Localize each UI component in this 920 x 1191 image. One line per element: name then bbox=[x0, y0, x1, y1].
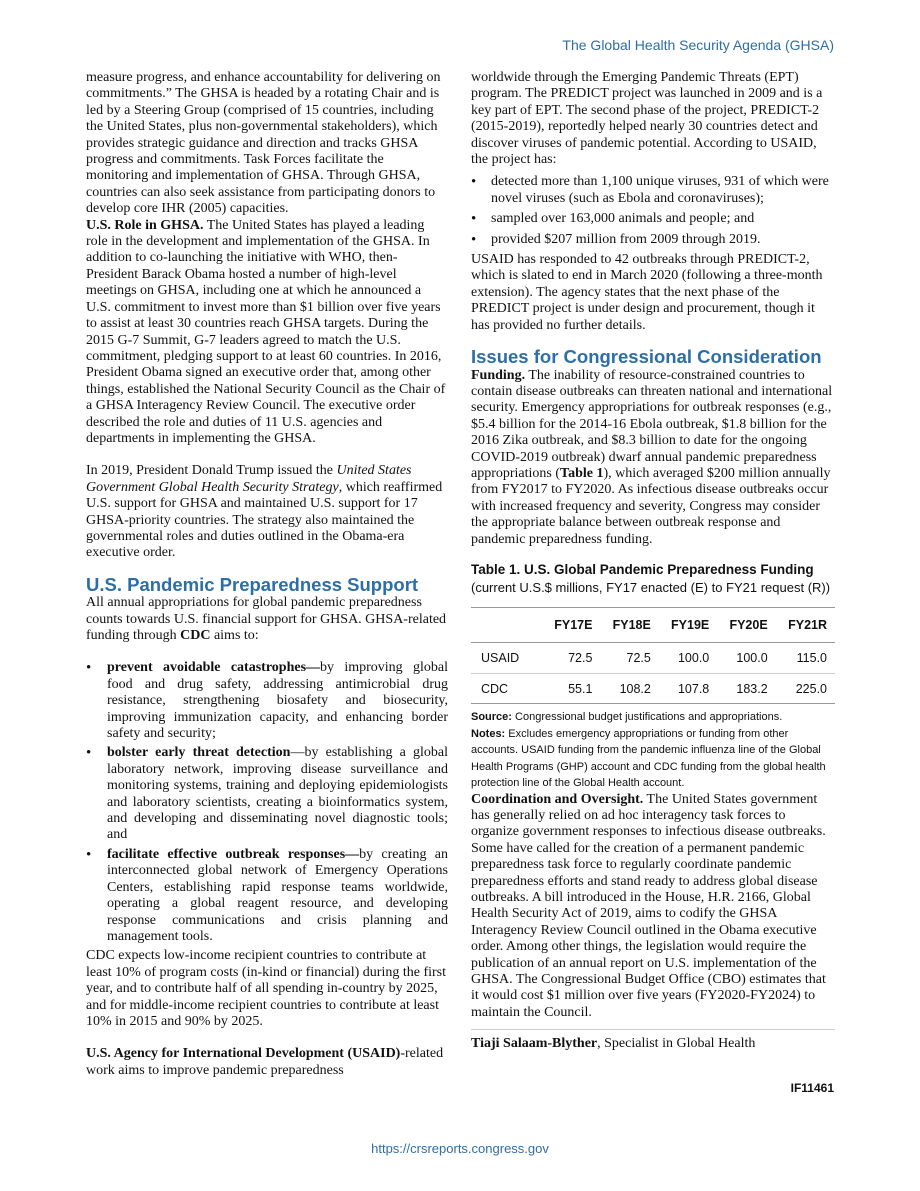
bullet-text: by improving global food and drug safety, addressing antimicrobial drug resistance, strengthening biosafety and biosecurity, improving immunization capacity, and enhancing border safety and security; bbox=[107, 660, 449, 742]
table-reference: Table 1 bbox=[560, 465, 604, 481]
row-label: USAID bbox=[481, 651, 520, 666]
source-label: Source: bbox=[471, 711, 512, 723]
paragraph-usaid-outbreaks: USAID has responded to 42 outbreaks through PREDICT-2, which is slated to end in March 2020 (following a three-month extension). The agency states that the next phase of the PREDICT project is under design and procurement, though it has provided no further details. bbox=[471, 252, 823, 333]
cdc-label: CDC bbox=[180, 628, 211, 643]
table-header-row bbox=[471, 607, 835, 642]
table-cell: 100.0 bbox=[677, 651, 710, 666]
list-item: • provided $207 million from 2009 through 2019. bbox=[471, 232, 835, 248]
paragraph-cdc-intro bbox=[86, 595, 448, 644]
column-header: FY17E bbox=[554, 617, 593, 632]
paragraph-predict: worldwide through the Emerging Pandemic Threats (EPT) program. The PREDICT project was launched in 2009 and is a key part of EPT. The second phase of the project, PREDICT-2 (2015-2019), reportedly helped nearly 30 countries detect and discover viruses of pandemic potential. According to USAID, the project has: bbox=[471, 70, 823, 168]
column-header bbox=[471, 607, 542, 642]
predict-results-list bbox=[471, 174, 835, 248]
paragraph-ghsa-structure: measure progress, and enhance accountability for delivering on commitments.” The GHSA is headed by a rotating Chair and is led by a Steering Group (comprised of 15 countries, including the United States, plus non-governmental stakeholders), which provides strategic guidance and direction and tracks GHSA progress and commitments. Task Forces facilitate the monitoring and implementation of GHSA. Through GHSA, countries can also seek assistance from participating donors to develop core IHR (2005) capacities. bbox=[86, 70, 441, 217]
paragraph-text: All annual appropriations for global pandemic preparedness counts towards U.S. financial support for GHSA. GHSA-related funding through bbox=[86, 595, 447, 643]
table-title: Table 1. U.S. Global Pandemic Preparedness Funding bbox=[471, 561, 814, 577]
paragraph-text: The inability of resource-constrained countries to contain disease outbreaks can threaten national and international security. Emergency appropriations for outbreak responses (e.g., $5.4 billion for the 2014-16 Ebola outbreak, $1.8 billion for the 2016 Zika outbreak, and $8.3 billion to date for the ongoing COVID-2019 outbreak) dwarf annual pandemic preparedness appropriations ( bbox=[471, 367, 833, 481]
paragraph-text: ), which averaged $200 million annually from FY2017 to FY2020. As infectious disease outbreaks occur with increased frequency and severity, Congress may consider the appropriate balance between outbreak response and pandemic preparedness funding. bbox=[471, 465, 831, 547]
table-cell: 183.2 bbox=[736, 681, 768, 696]
table-source-notes bbox=[471, 709, 835, 792]
table-subtitle: (current U.S.$ millions, FY17 enacted (E) to FY21 request (R)) bbox=[471, 580, 831, 596]
paragraph-text: -related work aims to improve pandemic preparedness bbox=[86, 1046, 444, 1078]
list-item bbox=[86, 745, 448, 843]
row-label: CDC bbox=[481, 681, 509, 696]
document-number: IF11461 bbox=[790, 1081, 834, 1095]
table-row bbox=[471, 643, 835, 673]
table-cell: 72.5 bbox=[626, 651, 651, 666]
cdc-aims-list bbox=[86, 660, 448, 945]
bullet-lead: facilitate effective outbreak responses— bbox=[107, 846, 360, 862]
author-name: Tiaji Salaam-Blyther bbox=[471, 1036, 598, 1052]
paragraph-trump-strategy bbox=[86, 463, 448, 561]
paragraph-funding bbox=[471, 368, 835, 548]
table-cell: 108.2 bbox=[619, 681, 651, 696]
right-column bbox=[471, 70, 835, 1053]
run-in-heading-usaid: U.S. Agency for International Development (USAID) bbox=[86, 1046, 401, 1062]
run-in-heading-funding: Funding. bbox=[471, 367, 526, 383]
table-cell: 107.8 bbox=[677, 681, 710, 696]
bullet-text: —by establishing a global laboratory network, improving disease surveillance and monitoring systems, training and deploying epidemiologists and laboratory scientists, creating a bioinformatics system, and developing and disseminating novel diagnostic tools; and bbox=[107, 745, 448, 843]
run-in-heading-coordination: Coordination and Oversight. bbox=[471, 791, 644, 807]
paragraph-text: In 2019, President Donald Trump issued the bbox=[86, 463, 337, 479]
list-item: • detected more than 1,100 unique viruses, 931 of which were novel viruses (such as Ebola and coronaviruses); bbox=[471, 174, 835, 207]
left-column bbox=[86, 70, 448, 1079]
paragraph-text: , which reaffirmed U.S. support for GHSA and maintained U.S. support for 17 GHSA-priority countries. The strategy also maintained the governmental roles and duties outlined in the Obama-era executive order. bbox=[86, 479, 443, 561]
column-header: FY20E bbox=[729, 617, 768, 632]
paragraph-cdc-contributions: CDC expects low-income recipient countries to contribute at least 10% of program costs (in-kind or financial) during the first year, and to contribute half of all spending in-country by 2025, and for middle-income recipient countries to contribute at least 10% in 2015 and 90% by 2025. bbox=[86, 948, 447, 1029]
author-title: , Specialist in Global Health bbox=[597, 1036, 756, 1052]
funding-table bbox=[471, 607, 835, 704]
paragraph-coordination bbox=[471, 792, 835, 1022]
source-text: Congressional budget justifications and appropriations. bbox=[511, 711, 783, 723]
table-row bbox=[471, 673, 835, 703]
strategy-title: United States Government Global Health Security Strategy bbox=[86, 463, 412, 495]
section-heading-congressional-issues: Issues for Congressional Consideration bbox=[471, 346, 822, 368]
list-item: • sampled over 163,000 animals and people; and bbox=[471, 211, 835, 227]
table-cell: 115.0 bbox=[796, 651, 827, 666]
column-header: FY18E bbox=[612, 617, 651, 632]
notes-text: Excludes emergency appropriations or funding from other accounts. USAID funding from the pandemic influenza line of the Global Health Programs (GHP) account and CDC funding from the global health protection line of the Global Health account. bbox=[471, 727, 826, 789]
bullet-text: by creating an interconnected global network of Emergency Operations Centers, establishing rapid response teams worldwide, operating a global reagent resource, and developing response communications and crisis planning and management tools. bbox=[107, 846, 448, 944]
table-cell: 225.0 bbox=[795, 681, 827, 696]
table-cell: 100.0 bbox=[736, 651, 768, 666]
section-heading-pandemic-support: U.S. Pandemic Preparedness Support bbox=[86, 573, 419, 595]
list-item bbox=[86, 660, 448, 742]
author-line bbox=[471, 1029, 835, 1052]
notes-label: Notes: bbox=[471, 727, 506, 740]
bullet-lead: bolster early threat detection bbox=[107, 745, 291, 761]
column-header: FY19E bbox=[671, 617, 710, 632]
table-cell: 55.1 bbox=[568, 681, 593, 696]
run-in-heading-us-role: U.S. Role in GHSA. bbox=[86, 217, 204, 233]
paragraph-text: The United States has played a leading role in the development and implementation of the GHSA. In addition to co-launching the initiative with WHO, then-President Barack Obama hosted a number of high-level meetings on GHSA, including one at which he announced a U.S. commitment to invest more than $1 billion over five years to assist at least 30 countries reach GHSA targets. During the 2015 G-7 Summit, G-7 leaders agreed to match the U.S. commitment, pledging support to at least 60 countries. In 2016, President Obama signed an executive order that, among other things, established the National Security Council as the Chair of a GHSA Interagency Review Council. The executive order described the role and duties of 11 U.S. agencies and departments in implementing the GHSA. bbox=[86, 217, 446, 446]
table-cell: 72.5 bbox=[568, 651, 593, 666]
paragraph-us-role bbox=[86, 218, 448, 448]
bullet-lead: prevent avoidable catastrophes— bbox=[107, 660, 321, 676]
column-header: FY21R bbox=[788, 617, 827, 632]
running-header: The Global Health Security Agenda (GHSA) bbox=[562, 37, 834, 53]
paragraph-text: aims to: bbox=[210, 628, 259, 643]
footer-url-link[interactable]: https://crsreports.congress.gov bbox=[371, 1141, 549, 1156]
paragraph-usaid bbox=[86, 1046, 448, 1079]
list-item bbox=[86, 847, 448, 945]
paragraph-text: The United States government has generally relied on ad hoc interagency task forces to organize government responses to infectious disease outbreaks. Some have called for the creation of a permanent pandemic preparedness task force to regularly coordinate pandemic preparedness efforts and stand ready to address global disease outbreaks. A bill introduced in the House, H.R. 2166, Global Health Security Act of 2019, aims to codify the GHSA Interagency Review Council outlined in the Obama executive order. Among other things, the legislation would require the publication of an annual report on U.S. implementation of the GHSA. The Congressional Budget Office (CBO) estimates that it would cost $1 million over five years (FY2020-FY2024) to maintain the Council. bbox=[471, 791, 826, 1020]
